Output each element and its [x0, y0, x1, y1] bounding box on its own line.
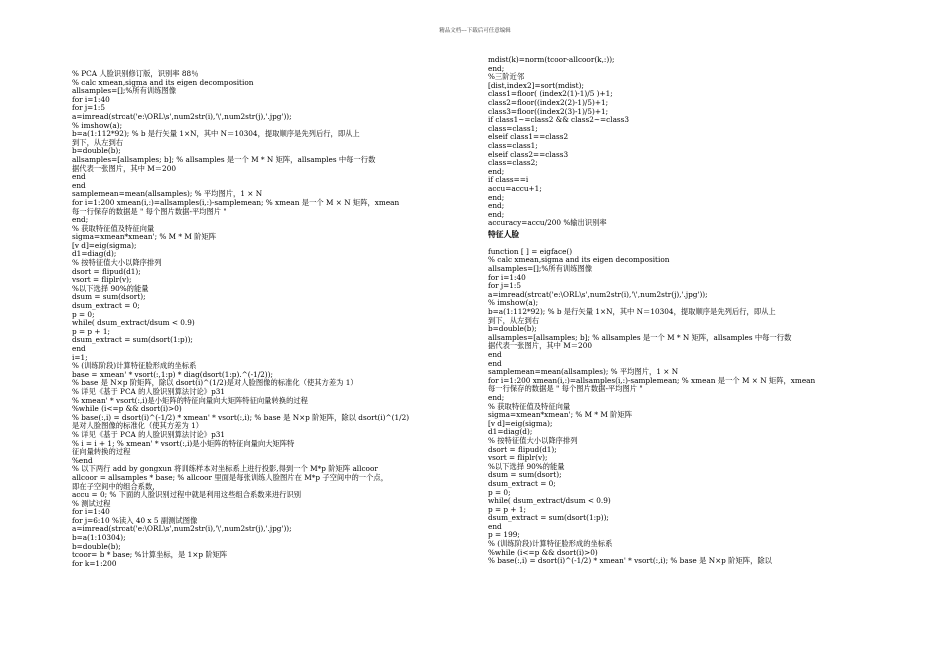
code-line: i=1;: [72, 352, 88, 362]
code-line: % base 是 N×p 阶矩阵，除以 dsort(i)^(1/2)是对人脸图像的标准化（使其方差为 1）: [72, 378, 358, 388]
code-line: %end: [72, 455, 93, 465]
code-line: samplemean=mean(allsamples); % 平均图片，1 × N: [488, 367, 679, 377]
code-line: for i=1:40: [72, 94, 110, 104]
code-line: class1=floor( (index2(1)-1)/5 )+1;: [488, 89, 613, 99]
code-line: % 按特征值大小以降序排列: [488, 435, 578, 445]
code-line: d1=diag(d);: [488, 427, 533, 437]
code-line: 每一行保存的数据是 " 每个图片数据-平均图片 ": [488, 384, 643, 394]
code-line: 据代表一张图片，其中 M＝200: [488, 341, 592, 351]
code-line: % 详见《基于 PCA 的人脸识别算法讨论》p31: [72, 386, 226, 396]
code-line: % (训练阶段)计算特征脸形成的坐标系: [488, 539, 613, 549]
code-line: end: [488, 350, 502, 359]
code-line: end;: [488, 192, 505, 202]
code-line: b=a(1:10304);: [72, 533, 126, 543]
code-line: % PCA 人脸识别修订版，识别率 88％: [72, 69, 199, 78]
code-line: for k=1:200: [72, 558, 117, 568]
code-line: accu=accu+1;: [488, 183, 542, 193]
code-line: % 测试过程: [72, 498, 111, 508]
code-line: % imshow(a);: [72, 120, 123, 130]
code-line: class=class1;: [488, 140, 538, 150]
code-line: end: [488, 521, 502, 531]
code-line: [v d]=eig(sigma);: [488, 418, 553, 428]
code-line: dsum = sum(dsort);: [72, 292, 146, 302]
code-line: if class==i: [488, 175, 529, 185]
code-line: % calc xmean,sigma and its eigen decomposition: [488, 255, 670, 265]
code-line: accu = 0; % 下面的人脸识别过程中就是利用这些组合系数来进行识别: [72, 490, 302, 500]
code-line: tcoor= b * base; %计算坐标，是 1×p 阶矩阵: [72, 550, 228, 560]
code-line: samplemean=mean(allsamples); % 平均图片，1 × N: [72, 189, 263, 199]
code-line: dsort = flipud(d1);: [72, 266, 141, 276]
code-line: 是对人脸图像的标准化（使其方差为 1）: [72, 421, 204, 431]
code-line: d1=diag(d);: [72, 249, 117, 259]
code-line: end;: [488, 209, 505, 219]
code-line: 据代表一张图片，其中 M＝200: [72, 163, 176, 173]
code-line: for j=1:5: [488, 281, 522, 291]
code-line: class3=floor((index2(3)-1)/5)+1;: [488, 106, 609, 116]
code-line: % 获取特征值及特征向量: [72, 223, 155, 233]
code-line: end: [72, 344, 86, 353]
code-line: vsort = fliplr(v);: [488, 453, 548, 463]
code-line: allsamples=[allsamples; b]; % allsamples 是一个 M * N 矩阵，allsamples 中每一行数: [488, 332, 792, 342]
code-line: sigma=xmean*xmean'; % M * M 阶矩阵: [72, 232, 217, 242]
code-line: dsum = sum(dsort);: [488, 470, 562, 480]
code-line: if class1~=class2 && class2~=class3: [488, 115, 630, 125]
left-code-column: [72, 69, 410, 568]
code-line: elseif class2==class3: [488, 149, 569, 159]
code-line: class=class2;: [488, 158, 538, 168]
page-header: 精品文档---下载后可任意编辑: [439, 28, 511, 34]
code-line: a=imread(strcat('e:\ORL\s',num2str(i),'\',num2str(j),'.jpg'));: [72, 111, 292, 121]
code-line: [dist,index2]=sort(mdist);: [488, 80, 584, 90]
code-line: %三阶近邻: [488, 72, 525, 82]
code-line: allsamples=[];%所有训练图像: [72, 86, 177, 96]
code-line: % base(:,i) = dsort(i)^(-1/2) * xmean' * vsort(:,i); % base 是 N×p 阶矩阵，除以 dsort(i)^(1/2): [72, 412, 410, 422]
code-line: end: [488, 358, 502, 368]
code-line: for j=6:10 %读入 40 x 5 副测试图像: [72, 515, 198, 525]
code-line: end: [72, 180, 86, 190]
code-line: dsort = flipud(d1);: [488, 444, 557, 454]
code-line: %以下选择 90%的能量: [488, 461, 565, 471]
code-line: elseif class1==class2: [488, 132, 569, 142]
code-line: a=imread(strcat('e:\ORL\s',num2str(i),'\',num2str(j),'.jpg'));: [488, 289, 708, 299]
code-line: end;: [488, 166, 505, 176]
code-line: % calc xmean,sigma and its eigen decomposition: [72, 77, 254, 87]
code-line: % 按特征值大小以降序排列: [72, 258, 162, 268]
code-line: for i=1:200 xmean(i,:)=allsamples(i,:)-samplemean; % xmean 是一个 M × N 矩阵，xmean: [72, 197, 400, 207]
code-line: p = p + 1;: [488, 504, 526, 514]
code-line: %while (i<=p && dsort(i)>0): [72, 404, 182, 414]
code-line: 征向量转换的过程: [72, 447, 131, 457]
code-line: p = p + 1;: [72, 326, 110, 336]
code-line: 每一行保存的数据是 " 每个图片数据-平均图片 ": [72, 206, 227, 216]
code-line: allsamples=[];%所有训练图像: [488, 264, 593, 274]
code-line: class=class1;: [488, 123, 538, 133]
code-line: % i = i + 1; % xmean' * vsort(:,i)是小矩阵的特征向量向大矩阵特: [72, 438, 295, 448]
code-line: end;: [72, 215, 89, 225]
code-line: % xmean' * vsort(:,i)是小矩阵的特征向量向大矩阵特征向量转换的过程: [72, 395, 308, 405]
code-line: a=imread(strcat('e:\ORL\s',num2str(i),'\',num2str(j),'.jpg'));: [72, 524, 292, 534]
code-line: end: [72, 172, 86, 182]
code-line: b=a(1:112*92); % b 是行矢量 1×N，其中 N＝10304，提取顺序是先列后行，即从上: [488, 307, 776, 317]
code-line: dsum_extract = 0;: [72, 301, 140, 311]
code-line: for i=1:200 xmean(i,:)=allsamples(i,:)-samplemean; % xmean 是一个 M × N 矩阵，xmean: [488, 375, 816, 385]
code-line: p = 0;: [72, 309, 95, 319]
code-line: % (训练阶段)计算特征脸形成的坐标系: [72, 361, 197, 371]
code-line: 即在子空间中的组合系数，: [72, 481, 160, 491]
code-line: dsum_extract = sum(dsort(1:p));: [488, 513, 609, 523]
code-line: end;: [488, 201, 505, 211]
code-line: end;: [488, 63, 505, 73]
code-line: %以下选择 90%的能量: [72, 283, 149, 293]
code-line: while( dsum_extract/dsum < 0.9): [488, 496, 611, 506]
code-line: for i=1:40: [72, 507, 110, 517]
code-line: b=double(b);: [72, 146, 121, 156]
code-line: for j=1:5: [72, 103, 106, 113]
section-heading: 特征人脸: [488, 229, 520, 239]
code-line: % 获取特征值及特征向量: [488, 401, 571, 411]
code-line: b=a(1:112*92); % b 是行矢量 1×N，其中 N＝10304，提取顺序是先列后行，即从上: [72, 129, 360, 139]
code-line: class2=floor((index2(2)-1)/5)+1;: [488, 97, 609, 107]
code-line: dsum_extract = 0;: [488, 478, 556, 488]
code-line: p = 199;: [488, 530, 520, 540]
code-line: accuracy=accu/200 %输出识别率: [488, 218, 607, 228]
code-line: % 详见《基于 PCA 的人脸识别算法讨论》p31: [72, 429, 226, 439]
code-line: 到下，从左到右: [72, 137, 124, 147]
code-line: %while (i<=p && dsort(i)>0): [488, 547, 598, 557]
code-line: p = 0;: [488, 487, 511, 497]
code-line: for i=1:40: [488, 272, 526, 282]
code-line: sigma=xmean*xmean'; % M * M 阶矩阵: [488, 410, 633, 420]
code-line: base = xmean' * vsort(:,1:p) * diag(dsort(1:p).^(-1/2));: [72, 369, 273, 379]
code-line: allcoor = allsamples * base; % allcoor 里面是每张训练人脸图片在 M*p 子空间中的一个点，: [72, 472, 388, 482]
code-line: [v d]=eig(sigma);: [72, 240, 137, 250]
code-line: vsort = fliplr(v);: [72, 275, 132, 285]
code-line: 到下，从左到右: [488, 315, 540, 325]
code-line: mdist(k)=norm(tcoor-allcoor(k,:));: [488, 55, 615, 64]
code-line: % imshow(a);: [488, 298, 539, 308]
code-line: dsum_extract = sum(dsort(1:p));: [72, 335, 193, 345]
code-line: b=double(b);: [72, 541, 121, 551]
code-line: % 以下两行 add by gongxun 将训练样本对坐标系上进行投影,得到一个 M*p 阶矩阵 allcoor: [72, 464, 378, 474]
code-line: allsamples=[allsamples; b]; % allsamples 是一个 M * N 矩阵，allsamples 中每一行数: [72, 154, 376, 164]
code-line: b=double(b);: [488, 324, 537, 334]
code-line: % base(:,i) = dsort(i)^(-1/2) * xmean' * vsort(:,i); % base 是 N×p 阶矩阵，除以: [488, 556, 772, 566]
right-code-column: [488, 56, 818, 566]
code-line: while( dsum_extract/dsum < 0.9): [72, 318, 195, 328]
code-line: function [ ] = eigface(): [488, 246, 573, 256]
code-line: end;: [488, 392, 505, 402]
